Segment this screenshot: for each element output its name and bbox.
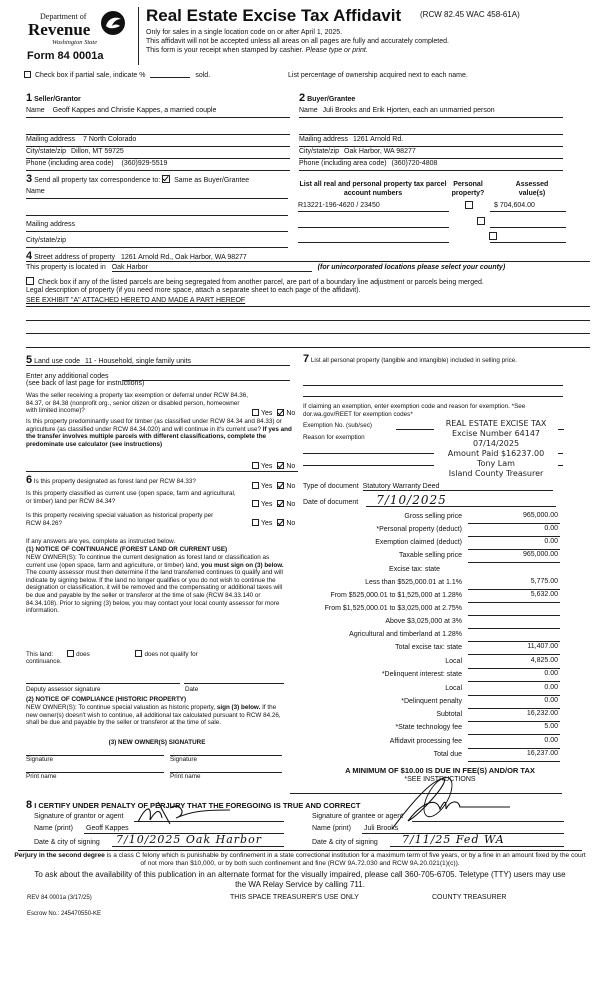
- stamp-amount-paid: Amount Paid $16237.00: [447, 449, 545, 458]
- notice-compliance-bold: sign (3) below.: [216, 704, 261, 711]
- correspondence-city-label: City/state/zip: [26, 237, 67, 244]
- perjury-notice-text: is a class C felony which is punishable by confinement in a state correctional institution for a maximum term of five years, or by a fine in an amount fixed by the court of not more than $10,000, or by both such confinement and fine (RCW 9A.72.030 and RCW 9A.20.021(1)(c)).: [106, 852, 586, 867]
- this-land-label: This land:: [26, 651, 54, 658]
- historical-question: Is this property receiving special valuation as historical property per RCW 84.26?: [26, 512, 214, 527]
- tax-label: Local: [445, 685, 462, 692]
- assessed-value-field-2[interactable]: [490, 218, 566, 228]
- partial-sale-percent-input[interactable]: [150, 70, 190, 78]
- property-street-field[interactable]: [26, 250, 590, 262]
- notice-continuance-text-b: The county assessor must then determine if the land transferred continues to qualify and will indicate by signing below. If the land no longer qualifies or you do not wish to continue the designation or classification, it will be removed and the compensating or additional taxes will be due and payable by the seller or transferor at the time of sale (RCW 84.33.140 or 84.34.108). Prior to signing (3) below, you may contact your local county assessor for more information.: [26, 569, 283, 615]
- grantee-date-row: [312, 833, 564, 848]
- new-owner-print-name-1-label: Print name: [26, 773, 57, 780]
- forest-no-label: No: [286, 483, 296, 490]
- grantee-date-city-value[interactable]: 7/11/25 Fed WA: [390, 833, 564, 847]
- correspondence-city-field[interactable]: [26, 237, 288, 248]
- tax-row-bracket-4: [300, 617, 590, 630]
- segregated-label: Check box if any of the listed parcels are being segregated from another parcel, are part of a boundary line adjustment or parcels being merged.: [37, 279, 484, 286]
- document-type-row: [303, 483, 565, 491]
- buyer-name-field[interactable]: [299, 107, 563, 118]
- buyer-phone-value: (360)720-4808: [391, 160, 438, 167]
- tax-label: Taxable selling price: [398, 552, 462, 559]
- ownership-note: List percentage of ownership acquired next to each name.: [288, 72, 468, 79]
- correspondence-heading: [26, 173, 249, 185]
- seller-name-field[interactable]: [26, 107, 290, 118]
- buyer-mailing-field[interactable]: [299, 136, 563, 147]
- tax-row-bracket-2: [300, 591, 590, 604]
- treasurer-stamp: [434, 419, 558, 479]
- tax-value[interactable]: 0.00: [468, 684, 560, 696]
- if-yes-note: If any answers are yes, complete as instructed below.: [26, 538, 176, 545]
- land-use-field[interactable]: [26, 354, 290, 366]
- tax-row-bracket-3: [300, 604, 590, 617]
- tax-label: From $1,525,000.01 to $3,025,000 at 2.75%: [324, 605, 462, 612]
- tax-label: Exemption claimed (deduct): [375, 539, 462, 546]
- buyer-phone-field[interactable]: [299, 160, 563, 171]
- escrow-number: Escrow No.: 245470550-KE: [27, 911, 102, 917]
- section-8-number: 8: [26, 799, 33, 811]
- tax-label: Affidavit processing fee: [389, 738, 462, 745]
- perjury-notice-bold: Perjury in the second degree: [14, 852, 105, 859]
- correspondence-mailing-label: Mailing address: [26, 221, 76, 228]
- forest-land-answer: [252, 482, 295, 490]
- tax-row-excise-state-heading: [300, 565, 590, 578]
- section-3-number: 3: [26, 173, 33, 185]
- seller-city-label: City/state/zip: [26, 148, 67, 155]
- section-5-number: 5: [26, 354, 33, 366]
- tax-label: Excise tax: state: [389, 566, 440, 573]
- tax-value[interactable]: [468, 630, 560, 642]
- tax-label: Above $3,025,000 at 3%: [385, 618, 462, 625]
- reason-for-exemption-label: Reason for exemption: [303, 434, 365, 441]
- tax-value[interactable]: 5,632.00: [468, 591, 560, 603]
- tax-label: Gross selling price: [404, 513, 462, 520]
- tax-label: *Delinquent interest: state: [381, 671, 462, 678]
- section-5-divider: [26, 471, 298, 472]
- tax-row-total-excise-state: [300, 643, 590, 656]
- new-owner-signature-1-label: Signature: [26, 756, 53, 763]
- exemption-note: If claiming an exemption, enter exemption code and reason for exemption. *See dor.wa.gov/REET for exemption codes*: [303, 403, 526, 418]
- timber-question-text: Is this property predominantly used for timber (as classified under RCW 84.34 and 84.33) or agriculture (as classified under RCW 84.34.020) and will continue in it's current use?: [26, 418, 282, 433]
- q1-no-label: No: [286, 410, 296, 417]
- notice-continuance-bold: you must sign on (3) below.: [201, 561, 284, 569]
- exemption-number-label: Exemption No. (sub/sec): [303, 422, 372, 429]
- tax-value[interactable]: 0.00: [468, 538, 560, 550]
- seller-name-value: Geoff Kappes and Christie Kappes, a married couple: [52, 107, 217, 114]
- stamp-excise-number: Excise Number 64147: [451, 429, 541, 438]
- seller-mailing-value: 7 North Colorado: [82, 136, 137, 143]
- grantee-signature-label: Signature of grantee or agent: [312, 813, 404, 820]
- does-qualify-label: does: [76, 651, 90, 658]
- tax-row-gross-selling-price: [300, 512, 590, 525]
- buyer-city-label: City/state/zip: [299, 148, 340, 155]
- segregated-row: [26, 277, 484, 286]
- tax-label: Total due: [433, 751, 462, 758]
- tax-value[interactable]: 0.00: [468, 737, 560, 749]
- legal-description-value: SEE EXHIBIT "A" ATTACHED HERETO AND MADE A PART HEREOF: [26, 297, 246, 304]
- accessibility-notice: To ask about the availability of this publication in an alternate format for the visually impaired, please call 360-705-6705. Teletype (TTY) users may use the WA Relay Service by calling 711.: [34, 870, 566, 889]
- tax-row-processing-fee: [300, 737, 590, 750]
- does-not-qualify-label: does not qualify for: [144, 651, 198, 658]
- same-as-buyer-checkbox[interactable]: [162, 175, 170, 183]
- perjury-notice: [14, 852, 586, 868]
- does-qualify-checkbox[interactable]: [67, 650, 74, 657]
- tax-value[interactable]: [468, 617, 560, 629]
- historical-answer: [252, 519, 295, 527]
- header-line-3-italic: Please type or print.: [305, 47, 368, 54]
- current-use-yes-checkbox[interactable]: [252, 500, 259, 507]
- seller-phone-value: (360)929-5519: [121, 160, 168, 167]
- continuance-label: continuance.: [26, 658, 62, 665]
- stamp-treasurer-name: Tony Lam: [477, 459, 515, 468]
- property-street-value: 1261 Arnold Rd., Oak Harbor, WA 98277: [120, 254, 247, 261]
- assessed-value-1: $ 704,604.00: [494, 202, 535, 209]
- tax-label: Less than $525,000.01 at 1.1%: [365, 579, 462, 586]
- parcel-number-field-3[interactable]: [298, 233, 449, 243]
- parcel-number-field-1[interactable]: [298, 202, 449, 212]
- q2-no-checkbox[interactable]: [277, 462, 284, 469]
- assessed-value-field-3[interactable]: [490, 233, 566, 243]
- certify-heading-text: I CERTIFY UNDER PENALTY OF PERJURY THAT THE FOREGOING IS TRUE AND CORRECT: [34, 801, 361, 810]
- deputy-assessor-signature-line[interactable]: [26, 683, 180, 684]
- revenue-label: Revenue: [28, 20, 91, 39]
- partial-sale-checkbox[interactable]: [24, 71, 31, 78]
- tax-row-local: [300, 657, 590, 670]
- tax-row-total-due: [300, 750, 590, 763]
- tax-label: *State technology fee: [395, 724, 462, 731]
- legal-description-field-4[interactable]: [26, 338, 590, 348]
- personal-property-label: List all personal property (tangible and intangible) included in selling price.: [310, 357, 518, 364]
- notice-compliance-text-a: NEW OWNER(S): To continue special valuation as historic property,: [26, 704, 216, 711]
- current-use-answer: [252, 500, 295, 508]
- parcel-number-value-1: R13221-196-4620 / 23450: [298, 202, 380, 209]
- tax-label: From $525,000.01 to $1,525,000 at 1.28%: [330, 592, 462, 599]
- stamp-date: 07/14/2025: [472, 439, 520, 448]
- partial-sale-row: [24, 70, 210, 79]
- personal-property-field-2[interactable]: [303, 389, 563, 397]
- document-type-label: Type of document: [303, 483, 359, 490]
- new-owner-signature-2[interactable]: [170, 755, 282, 764]
- buyer-heading: [299, 92, 355, 104]
- dor-swirl-icon: [100, 10, 126, 36]
- historical-yes-label: Yes: [261, 520, 273, 527]
- additional-codes-note: (see back of last page for instructions): [26, 380, 145, 387]
- forest-no-checkbox[interactable]: [277, 482, 284, 489]
- tax-value[interactable]: 11,407.00: [468, 643, 560, 655]
- notice-compliance-text: [26, 704, 288, 727]
- q1-no-checkbox[interactable]: [277, 409, 284, 416]
- additional-codes-row: [26, 373, 290, 387]
- department-of-label: Department of: [40, 12, 87, 21]
- property-located-label: This property is located in: [26, 264, 106, 271]
- section-6-number: 6: [26, 474, 33, 486]
- personal-property-heading: [303, 353, 565, 365]
- header-line-1: Only for sales in a single location code on or after April 1, 2025.: [146, 29, 343, 36]
- personal-property-header: Personal property?: [451, 181, 485, 197]
- tax-value[interactable]: 5.00: [468, 723, 560, 735]
- buyer-name-label: Name: [299, 107, 318, 114]
- deputy-assessor-signature-label: Deputy assessor signature: [26, 686, 101, 693]
- tax-row-bracket-1: [300, 578, 590, 591]
- property-located-note: (for unincorporated locations please select your county): [317, 264, 506, 271]
- tax-label: Local: [445, 658, 462, 665]
- timber-question-answer: [252, 462, 295, 470]
- county-treasurer-label: COUNTY TREASURER: [432, 894, 507, 901]
- buyer-name-line-2[interactable]: [299, 124, 563, 135]
- buyer-phone-label: Phone (including area code): [299, 160, 387, 167]
- legal-description-field-3[interactable]: [26, 324, 590, 334]
- tax-row-subtotal: [300, 710, 590, 723]
- seller-heading: [26, 92, 81, 104]
- new-owner-signature-2-label: Signature: [170, 756, 197, 763]
- tax-value[interactable]: 0.00: [468, 525, 560, 537]
- seller-phone-label: Phone (including area code): [26, 160, 114, 167]
- buyer-heading-label: Buyer/Grantee: [307, 96, 356, 103]
- new-owner-signature-title: (3) NEW OWNER(S) SIGNATURE: [108, 739, 206, 746]
- seller-phone-field[interactable]: [26, 160, 290, 171]
- tax-label: Total excise tax: state: [395, 644, 462, 651]
- seller-mailing-field[interactable]: [26, 136, 290, 147]
- current-use-no-checkbox[interactable]: [277, 500, 284, 507]
- see-instructions-note: *SEE INSTRUCTIONS: [404, 776, 476, 783]
- deputy-assessor-date-label: Date: [185, 686, 199, 693]
- parcel-header: List all real and personal property tax parcel account numbers: [299, 181, 447, 197]
- notice-compliance-text-b: If the new owner(s) doesn't wish to continue, all additional tax calculated pursuant to RCW 84.26, shall be due and payable by the seller or transferor at the time of sale.: [26, 704, 281, 727]
- buyer-mailing-value: 1261 Arnold Rd.: [352, 136, 404, 143]
- exemption-question: Was the seller receiving a property tax exemption or deferral under RCW 84.36, 84.37, or 84.38 (nonprofit org., senior citizen or disabled person, homeowner with limited income)?: [26, 392, 249, 415]
- tax-label: *Personal property (deduct): [376, 526, 462, 533]
- tax-row-agricultural: [300, 630, 590, 643]
- tax-row-delinquent-penalty: [300, 697, 590, 710]
- rcw-reference: (RCW 82.45 WAC 458-61A): [420, 10, 520, 19]
- tax-value[interactable]: 965,000.00: [468, 512, 560, 524]
- section-4-number: 4: [26, 250, 33, 262]
- legal-description-label: Legal description of property (if you need more space, attach a separate sheet to each page of the affidavit).: [26, 287, 361, 294]
- header-divider: [138, 7, 139, 65]
- exemption-question-answer: [252, 409, 295, 417]
- correspondence-label: Send all property tax correspondence to:: [34, 177, 161, 184]
- partial-sale-label: Check box if partial sale, indicate %: [34, 72, 146, 79]
- tax-label: Agricultural and timberland at 1.28%: [349, 631, 462, 638]
- document-type-value[interactable]: Statutory Warranty Deed: [363, 483, 553, 491]
- tax-row-exemption-claimed: [300, 538, 590, 551]
- tax-value[interactable]: 965,000.00: [468, 551, 560, 563]
- personal-property-checkbox-1[interactable]: [465, 201, 473, 209]
- legal-description-field-1[interactable]: [26, 297, 590, 307]
- same-as-buyer-label: Same as Buyer/Grantee: [174, 177, 250, 184]
- forest-land-question: [26, 474, 248, 486]
- grantor-name-value[interactable]: Geoff Kappes: [84, 825, 284, 834]
- personal-property-checkbox-2[interactable]: [477, 217, 485, 225]
- grantor-name-label: Name (print): [34, 825, 73, 832]
- stamp-line-1: REAL ESTATE EXCISE TAX: [445, 419, 547, 428]
- tax-row-delinquent-interest-local: [300, 684, 590, 697]
- document-date-value[interactable]: 7/10/2025: [366, 494, 556, 507]
- grantor-signature-label: Signature of grantor or agent: [34, 813, 124, 820]
- buyer-name-value: Juli Brooks and Erik Hjorten, each an unmarried person: [322, 107, 495, 114]
- correspondence-name-line-2[interactable]: [26, 205, 288, 216]
- tax-label: *Delinquent penalty: [401, 698, 462, 705]
- property-street-label: Street address of property: [34, 254, 116, 261]
- tax-value[interactable]: 0.00: [468, 697, 560, 709]
- historical-no-label: No: [286, 520, 296, 527]
- current-use-yes-label: Yes: [261, 501, 273, 508]
- tax-value[interactable]: 0.00: [468, 670, 560, 682]
- notice-continuance-title: (1) NOTICE OF CONTINUANCE (FOREST LAND OR CURRENT USE): [26, 546, 228, 553]
- seller-name-line-2[interactable]: [26, 124, 290, 135]
- property-location-row: [26, 264, 590, 274]
- seller-name-label: Name: [26, 107, 45, 114]
- timber-question-bold: If yes and the transfer involves multiple parcels with different classifications, complete the predominate use calculator (see instructions): [26, 425, 292, 448]
- correspondence-name-label: Name: [26, 188, 45, 195]
- seller-city-value: Dillon, MT 59725: [71, 148, 124, 155]
- grantor-date-row: [34, 833, 284, 848]
- grantee-name-label: Name (print): [312, 825, 351, 832]
- personal-property-field-1[interactable]: [303, 378, 563, 386]
- seller-mailing-label: Mailing address: [26, 136, 76, 143]
- notice-continuance-text: [26, 554, 288, 615]
- tax-row-delinquent-interest-state: [300, 670, 590, 683]
- document-date-label: Date of document: [303, 499, 359, 506]
- certify-divider: [18, 850, 582, 851]
- notice-continuance-text-a: NEW OWNER(S): To continue the current designation as forest land or classification as current use (open space, farm and agriculture, or timber) land,: [26, 554, 270, 569]
- washington-state-label: Washington State: [52, 39, 98, 46]
- new-owner-print-name-1[interactable]: [26, 772, 164, 781]
- correspondence-name-field[interactable]: [26, 188, 288, 199]
- revision-label: REV 84 0001a (3/17/25): [27, 895, 92, 901]
- assessed-value-field-1[interactable]: [490, 202, 566, 212]
- notice-compliance-title: (2) NOTICE OF COMPLIANCE (HISTORIC PROPERTY): [26, 696, 187, 703]
- new-owner-signature-1[interactable]: [26, 755, 164, 764]
- current-use-no-label: No: [286, 501, 296, 508]
- q2-yes-checkbox[interactable]: [252, 462, 259, 469]
- header-line-3-plain: This form is your receipt when stamped by cashier.: [146, 47, 304, 54]
- land-use-label: Land use code: [34, 358, 81, 365]
- forest-yes-label: Yes: [261, 483, 273, 490]
- correspondence-mailing-field[interactable]: [26, 221, 288, 232]
- historical-yes-checkbox[interactable]: [252, 519, 259, 526]
- treasurer-use-label: THIS SPACE TREASURER'S USE ONLY: [230, 894, 359, 901]
- form-number: Form 84 0001a: [27, 50, 104, 62]
- buyer-mailing-label: Mailing address: [299, 136, 349, 143]
- partial-sale-suffix: sold.: [195, 72, 211, 79]
- grantee-name-value[interactable]: Juli Brooks: [362, 825, 564, 834]
- header-line-3: [146, 47, 368, 54]
- additional-codes-label: Enter any additional codes: [26, 373, 109, 380]
- tax-value[interactable]: 5,775.00: [468, 578, 560, 590]
- tax-row-personal-property: [300, 525, 590, 538]
- q1-yes-checkbox[interactable]: [252, 409, 259, 416]
- q2-no-label: No: [286, 463, 296, 470]
- property-located-select[interactable]: Oak Harbor: [112, 264, 312, 272]
- tax-label: Subtotal: [436, 711, 462, 718]
- historical-no-checkbox[interactable]: [277, 519, 284, 526]
- legal-description-field-2[interactable]: [26, 311, 590, 321]
- grantor-signature-scribble-icon: [130, 800, 240, 828]
- land-use-value: 11 - Household, single family units: [84, 358, 192, 365]
- tax-value[interactable]: 4,825.00: [468, 657, 560, 669]
- seller-city-field[interactable]: [26, 148, 290, 159]
- new-owner-print-name-2-label: Print name: [170, 773, 201, 780]
- does-not-qualify-checkbox[interactable]: [135, 650, 142, 657]
- deputy-assessor-date-line[interactable]: [184, 683, 284, 684]
- header-line-2: This affidavit will not be accepted unless all areas on all pages are fully and accurately completed.: [146, 38, 449, 45]
- grantor-date-city-value[interactable]: 7/10/2025 Oak Harbor: [112, 833, 284, 847]
- q1-yes-label: Yes: [261, 410, 273, 417]
- tax-row-technology-fee: [300, 723, 590, 736]
- q2-yes-label: Yes: [261, 463, 273, 470]
- forest-yes-checkbox[interactable]: [252, 482, 259, 489]
- this-land-row: [26, 650, 288, 659]
- section-2-number: 2: [299, 92, 306, 104]
- tax-value[interactable]: 16,232.00: [468, 710, 560, 722]
- buyer-city-value: Oak Harbor, WA 98277: [344, 148, 416, 155]
- assessed-value-header: Assessed value(s): [515, 181, 549, 197]
- section-1-number: 1: [26, 92, 33, 104]
- buyer-city-field[interactable]: [299, 148, 563, 159]
- forest-land-question-text: Is this property designated as forest land per RCW 84.33?: [33, 478, 196, 485]
- dor-logo: [22, 8, 132, 48]
- current-use-question: Is this property classified as current use (open space, farm and agricultural, or timber) land per RCW 84.34?: [26, 490, 236, 505]
- parcel-number-field-2[interactable]: [298, 218, 449, 228]
- form-title: Real Estate Excise Tax Affidavit: [146, 6, 402, 25]
- tax-value[interactable]: 16,237.00: [468, 750, 560, 762]
- segregated-checkbox[interactable]: [26, 277, 34, 285]
- tax-row-taxable-selling-price: [300, 551, 590, 564]
- additional-codes-input[interactable]: [122, 373, 290, 381]
- document-date-row: [303, 494, 565, 507]
- grantor-date-label: Date & city of signing: [34, 839, 100, 846]
- tax-value[interactable]: [468, 604, 560, 616]
- section-7-number: 7: [303, 353, 310, 365]
- minimum-due-note: A MINIMUM OF $10.00 IS DUE IN FEE(S) AND/OR TAX: [345, 766, 535, 775]
- grantee-date-label: Date & city of signing: [312, 839, 378, 846]
- new-owner-print-name-2[interactable]: [170, 772, 282, 781]
- stamp-treasurer-title: Island County Treasurer: [448, 469, 544, 478]
- seller-heading-label: Seller/Grantor: [34, 96, 81, 103]
- timber-question: [26, 418, 298, 448]
